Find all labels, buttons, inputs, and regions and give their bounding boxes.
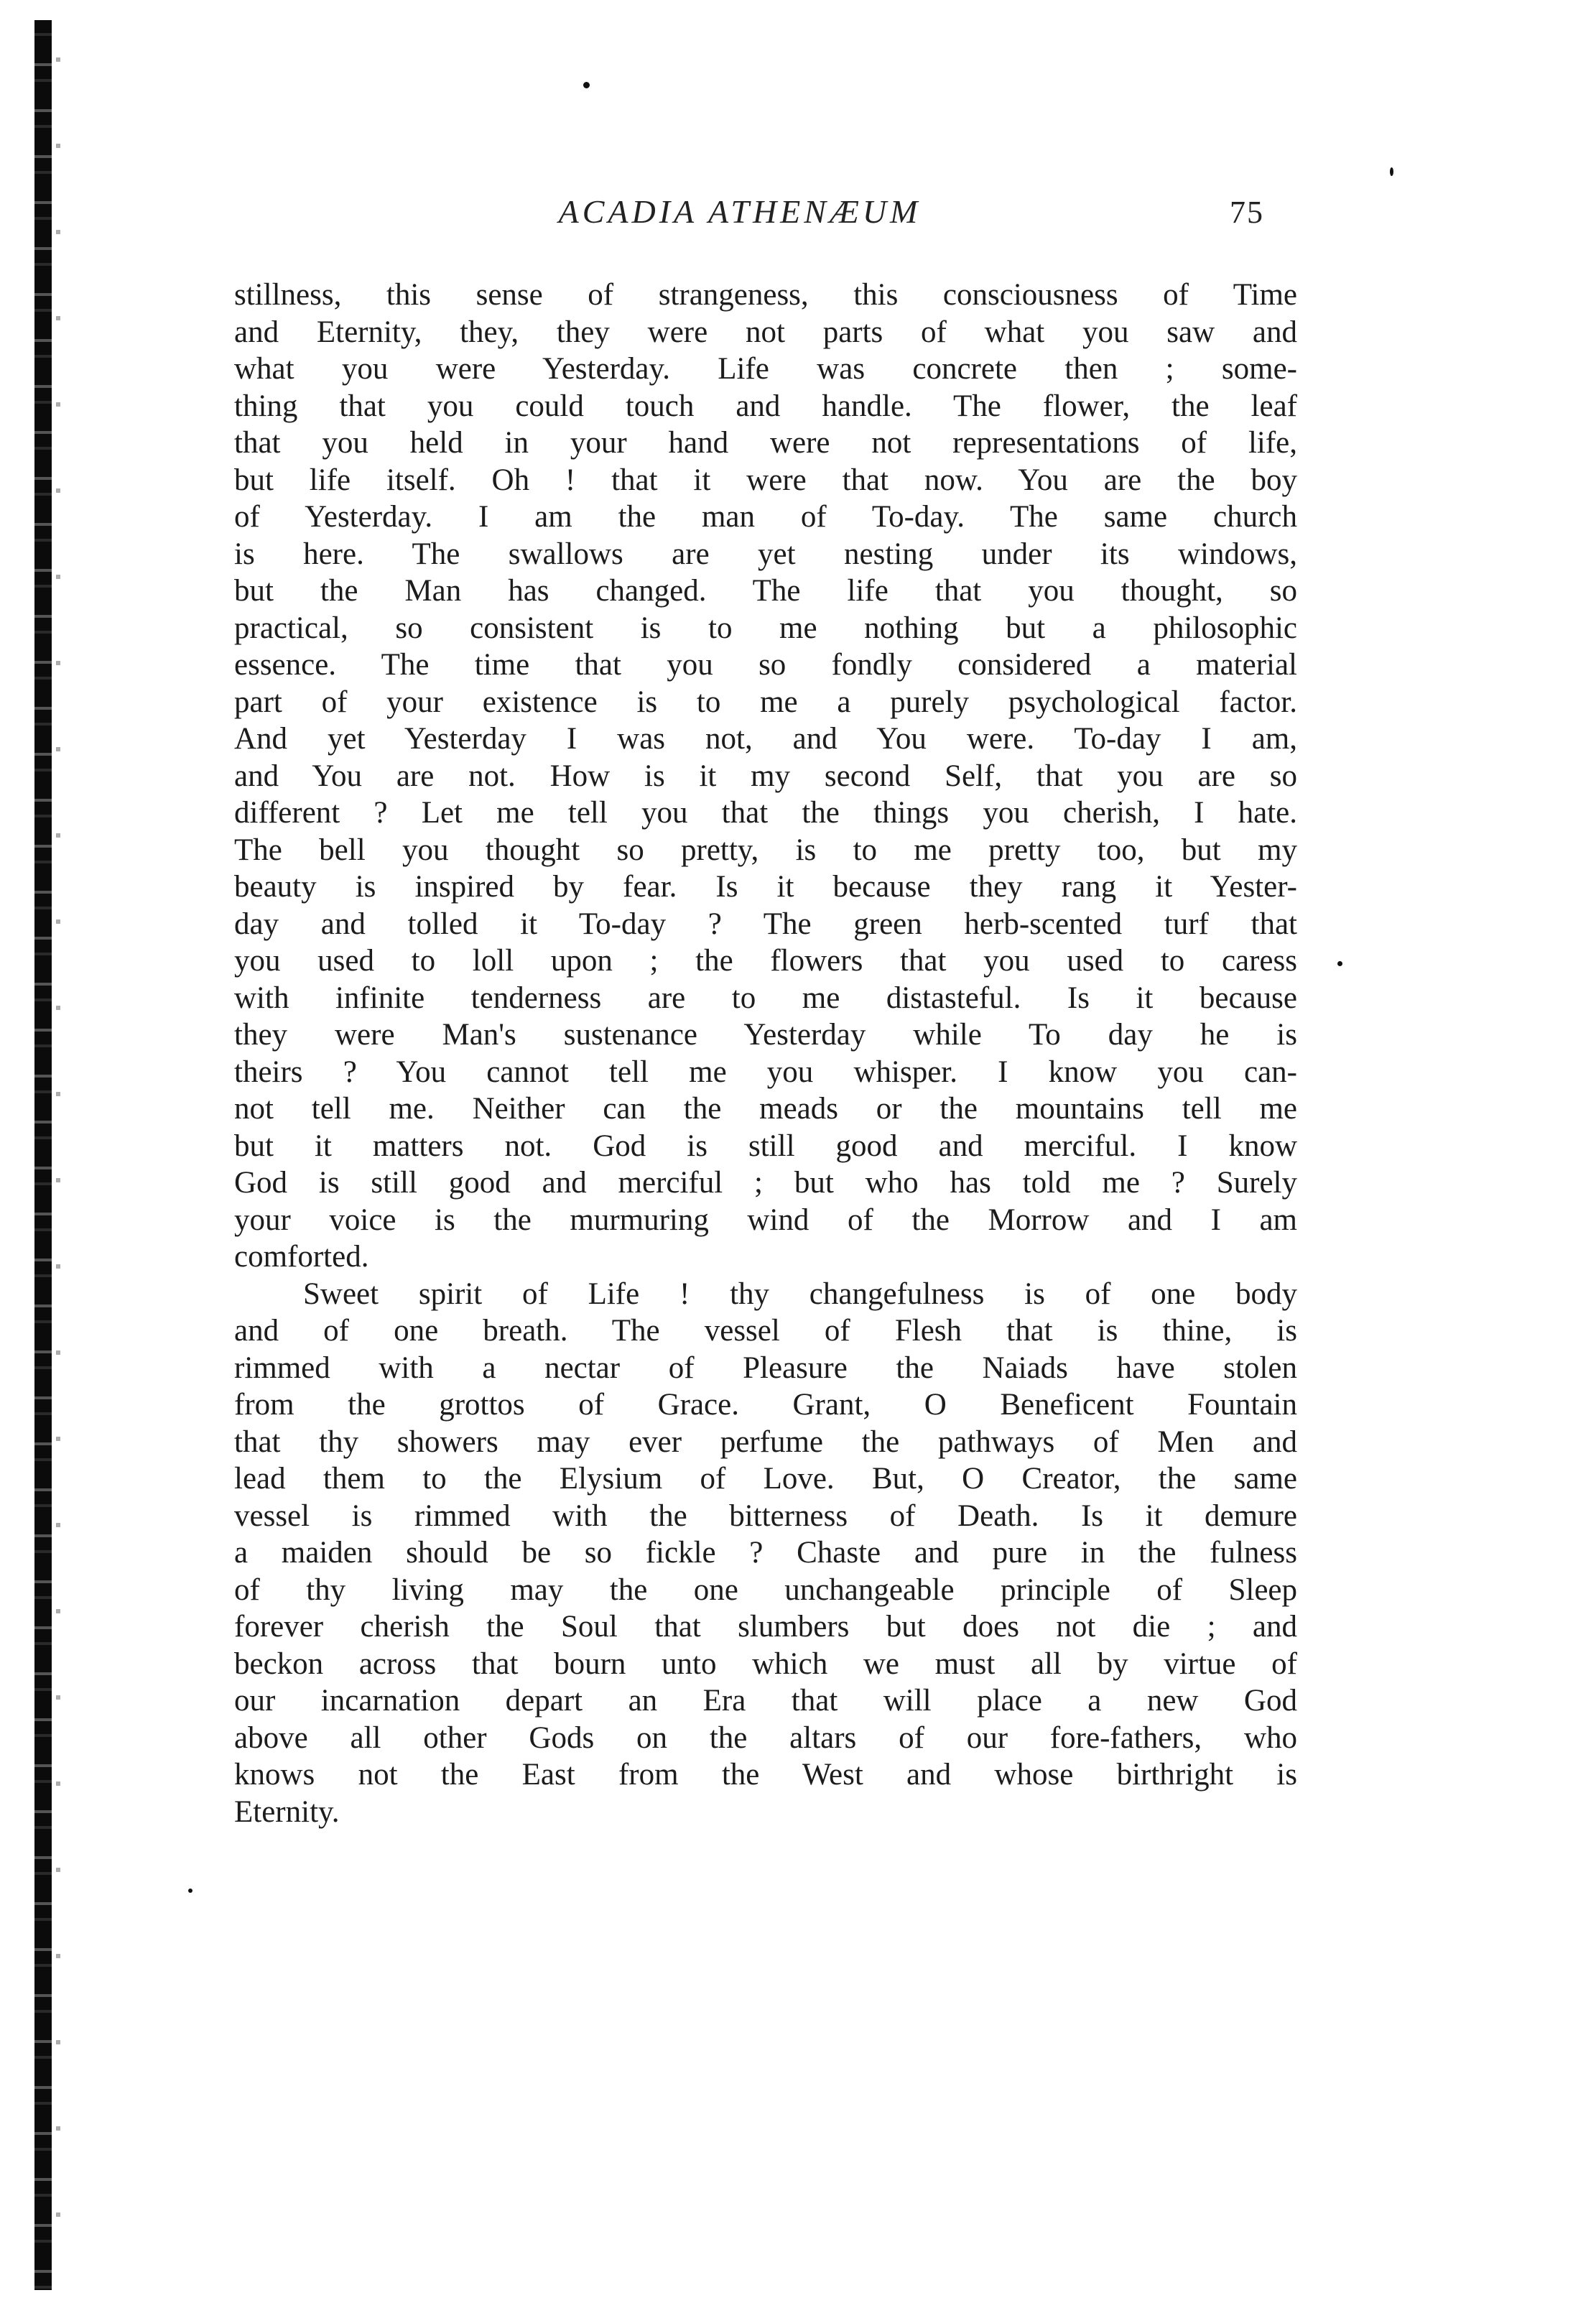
text-line: and You are not. How is it my second Self, that you are so <box>234 759 1297 793</box>
ink-speck <box>583 82 590 88</box>
text-line: but life itself. Oh ! that it were that now. You are the boy <box>234 463 1297 497</box>
text-line: lead them to the Elysium of Love. But, O Creator, the same <box>234 1462 1297 1496</box>
text-line: and of one breath. The vessel of Flesh that is thine, is <box>234 1314 1297 1348</box>
text-line: above all other Gods on the altars of our fore-fathers, who <box>234 1720 1297 1755</box>
text-line: beauty is inspired by fear. Is it because they rang it Yester- <box>234 870 1297 904</box>
text-line: they were Man's sustenance Yesterday while To day he is <box>234 1018 1297 1052</box>
text-line: your voice is the murmuring wind of the Morrow and I am <box>234 1203 1297 1237</box>
text-line: essence. The time that you so fondly considered a material <box>234 648 1297 682</box>
text-line: part of your existence is to me a purely psychological factor. <box>234 685 1297 719</box>
text-line: a maiden should be so fickle ? Chaste and pure in the fulness <box>234 1536 1297 1570</box>
text-line: God is still good and merciful ; but who has told me ? Surely <box>234 1166 1297 1200</box>
text-line: knows not the East from the West and whose birthright is <box>234 1758 1297 1792</box>
ink-speck <box>1337 961 1342 966</box>
running-title: ACADIA ATHENÆUM <box>558 193 922 230</box>
text-line: of thy living may the one unchangeable principle of Sleep <box>234 1572 1297 1607</box>
text-line: The bell you thought so pretty, is to me pretty too, but my <box>234 833 1297 867</box>
binding-edge-shadow <box>56 29 60 2270</box>
text-line: different ? Let me tell you that the things you cherish, I hate. <box>234 796 1297 830</box>
text-line: and Eternity, they, they were not parts of what you saw and <box>234 315 1297 349</box>
text-line: what you were Yesterday. Life was concrete then ; some- <box>234 352 1297 386</box>
text-line: from the grottos of Grace. Grant, O Beneficent Fountain <box>234 1388 1297 1422</box>
text-line: rimmed with a nectar of Pleasure the Naiads have stolen <box>234 1350 1297 1385</box>
text-line: vessel is rimmed with the bitterness of Death. Is it demure <box>234 1498 1297 1533</box>
text-line: our incarnation depart an Era that will place a new God <box>234 1684 1297 1718</box>
text-line: And yet Yesterday I was not, and You were. To-day I am, <box>234 722 1297 756</box>
binding-edge <box>34 20 52 2290</box>
text-line: but it matters not. God is still good and merciful. I know <box>234 1129 1297 1163</box>
text-line: with infinite tenderness are to me distasteful. Is it because <box>234 981 1297 1015</box>
text-line: is here. The swallows are yet nesting under its windows, <box>234 537 1297 571</box>
text-line: thing that you could touch and handle. The flower, the leaf <box>234 389 1297 423</box>
page-number: 75 <box>1230 195 1264 230</box>
text-line: practical, so consistent is to me nothing but a philosophic <box>234 611 1297 645</box>
ink-speck <box>188 1889 192 1893</box>
article-body <box>234 277 1297 1830</box>
text-line: day and tolled it To-day ? The green herb-scented turf that <box>234 907 1297 941</box>
ink-speck <box>1390 167 1393 176</box>
text-line: beckon across that bourn unto which we must all by virtue of <box>234 1646 1297 1681</box>
paragraph-end-line: Eternity. <box>234 1794 340 1829</box>
paragraph-first-line: Sweet spirit of Life ! thy changefulness is of one body <box>303 1276 1297 1311</box>
text-line: but the Man has changed. The life that you thought, so <box>234 574 1297 608</box>
text-line: that you held in your hand were not representations of life, <box>234 426 1297 460</box>
text-line: not tell me. Neither can the meads or the mountains tell me <box>234 1092 1297 1126</box>
paragraph-end-line: comforted. <box>234 1240 369 1274</box>
text-line: that thy showers may ever perfume the pathways of Men and <box>234 1424 1297 1459</box>
text-line: theirs ? You cannot tell me you whisper. I know you can- <box>234 1055 1297 1089</box>
text-line: you used to loll upon ; the flowers that you used to caress <box>234 944 1297 978</box>
text-line: of Yesterday. I am the man of To-day. The same church <box>234 500 1297 534</box>
text-line: stillness, this sense of strangeness, this consciousness of Time <box>234 278 1297 312</box>
text-line: forever cherish the Soul that slumbers but does not die ; and <box>234 1610 1297 1644</box>
